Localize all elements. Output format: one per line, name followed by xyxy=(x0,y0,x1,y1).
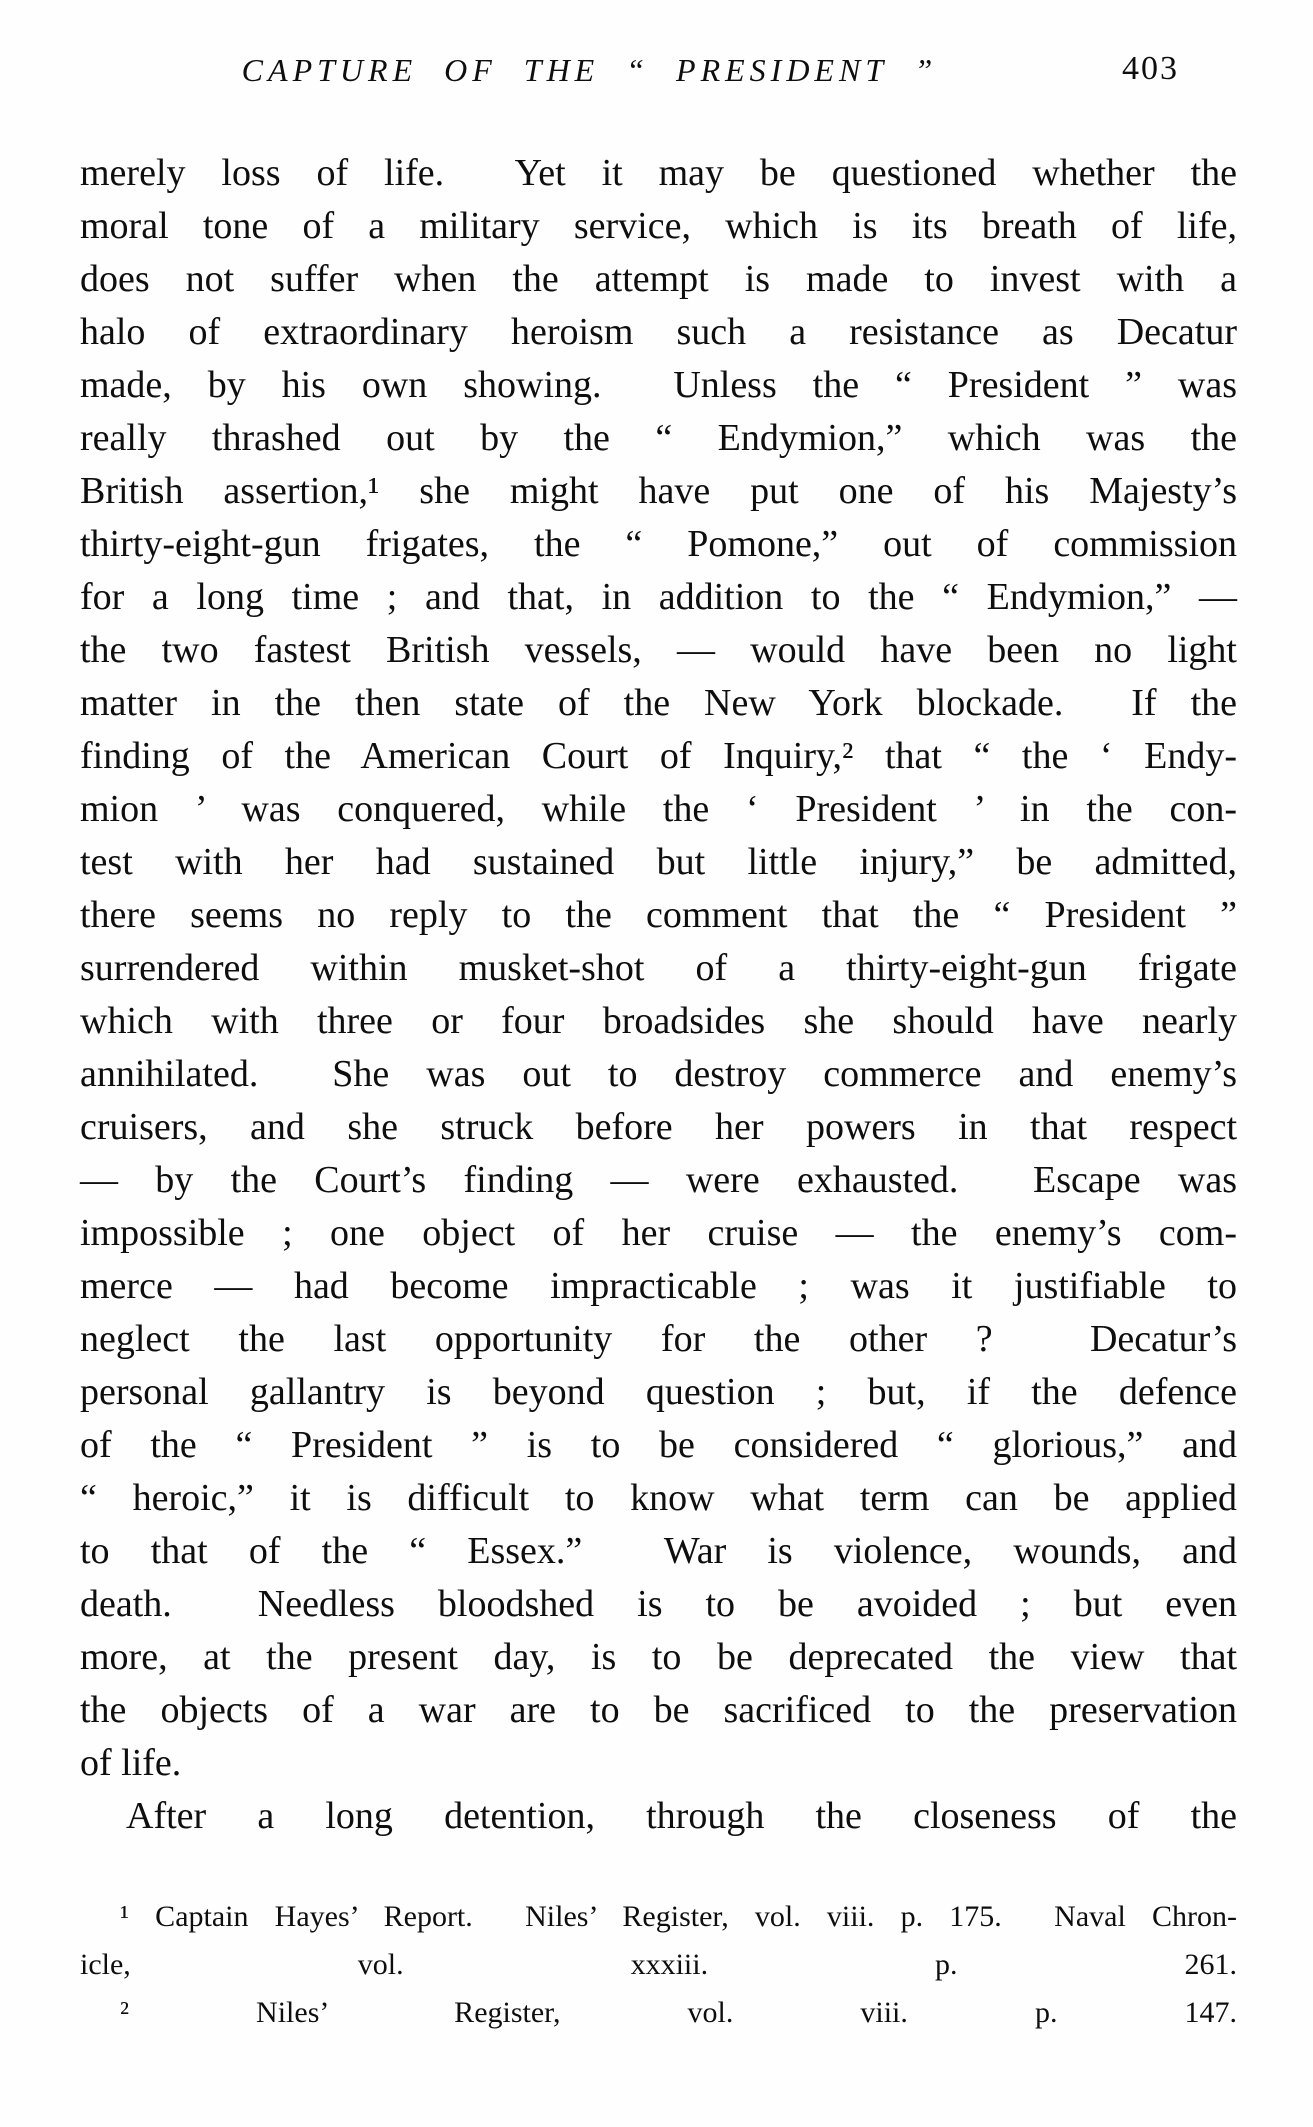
body-line: the objects of a war are to be sacrificed to the preservation xyxy=(80,1689,1237,1731)
body-line: there seems no reply to the comment that the “ President ” xyxy=(80,894,1237,936)
footnotes xyxy=(80,1893,1237,2037)
body-line: annihilated. She was out to destroy commerce and enemy’s xyxy=(80,1053,1237,1095)
footnote-line: ² Niles’ Register, vol. viii. p. 147. xyxy=(120,1996,1237,2029)
body-line: neglect the last opportunity for the other ? Decatur’s xyxy=(80,1318,1237,1360)
body-line: finding of the American Court of Inquiry,² that “ the ‘ Endy- xyxy=(80,735,1237,777)
page-number: 403 xyxy=(1122,50,1179,87)
body-line: merely loss of life. Yet it may be questioned whether the xyxy=(80,152,1237,194)
body-line: British assertion,¹ she might have put one of his Majesty’s xyxy=(80,470,1237,512)
body-line: of the “ President ” is to be considered “ glorious,” and xyxy=(80,1424,1237,1466)
body-line: cruisers, and she struck before her powers in that respect xyxy=(80,1106,1237,1148)
body-line: the two fastest British vessels, — would have been no light xyxy=(80,629,1237,671)
body-line: made, by his own showing. Unless the “ President ” was xyxy=(80,364,1237,406)
body-line: really thrashed out by the “ Endymion,” which was the xyxy=(80,417,1237,459)
body-line: halo of extraordinary heroism such a resistance as Decatur xyxy=(80,311,1237,353)
body-line: “ heroic,” it is difficult to know what term can be applied xyxy=(80,1477,1237,1519)
body-line: mion ’ was conquered, while the ‘ President ’ in the con- xyxy=(80,788,1237,830)
footnote-line: icle, vol. xxxiii. p. 261. xyxy=(80,1948,1237,1981)
body-line: merce — had become impracticable ; was it justifiable to xyxy=(80,1265,1237,1307)
body-line: surrendered within musket-shot of a thirty-eight-gun frigate xyxy=(80,947,1237,989)
running-head xyxy=(80,52,1237,96)
body-line: test with her had sustained but little injury,” be admitted, xyxy=(80,841,1237,883)
body-line: of life. xyxy=(80,1742,182,1784)
body-line: thirty-eight-gun frigates, the “ Pomone,” out of commission xyxy=(80,523,1237,565)
body-line: After a long detention, through the closeness of the xyxy=(126,1795,1237,1837)
body-line: for a long time ; and that, in addition to the “ Endymion,” — xyxy=(80,576,1237,618)
body-line: which with three or four broadsides she should have nearly xyxy=(80,1000,1237,1042)
running-title: CAPTURE OF THE “ PRESIDENT ” xyxy=(241,52,938,88)
footnote-line: ¹ Captain Hayes’ Report. Niles’ Register, vol. viii. p. 175. Naval Chron- xyxy=(120,1900,1237,1933)
body-line: — by the Court’s finding — were exhausted. Escape was xyxy=(80,1159,1237,1201)
body-line: personal gallantry is beyond question ; but, if the defence xyxy=(80,1371,1237,1413)
body-line: impossible ; one object of her cruise — the enemy’s com- xyxy=(80,1212,1237,1254)
body-line: does not suffer when the attempt is made to invest with a xyxy=(80,258,1237,300)
body-line: death. Needless bloodshed is to be avoided ; but even xyxy=(80,1583,1237,1625)
body-line: matter in the then state of the New York blockade. If the xyxy=(80,682,1237,724)
page-body xyxy=(80,147,1237,1843)
body-line: moral tone of a military service, which is its breath of life, xyxy=(80,205,1237,247)
body-line: more, at the present day, is to be deprecated the view that xyxy=(80,1636,1237,1678)
body-line: to that of the “ Essex.” War is violence, wounds, and xyxy=(80,1530,1237,1572)
